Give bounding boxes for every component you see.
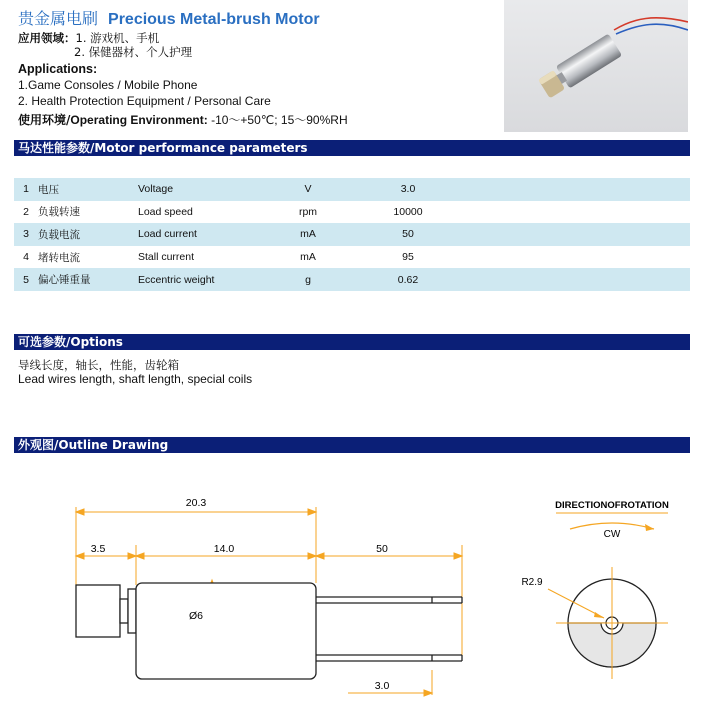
param-index: 3 [23,228,29,241]
options-en: Lead wires length, shaft length, special coils [18,372,253,386]
applications-en-item2: 2. Health Protection Equipment / Personal Care [18,94,271,108]
page-title [18,6,320,29]
param-value: 50 [402,228,414,241]
param-name-cn: 电压 [38,183,59,196]
label-lead-end: 3.0 [374,680,390,692]
label-radius: R2.9 [521,577,543,588]
table-row [14,268,690,291]
rotation-title: DIRECTIONOFROTATION [555,500,669,511]
param-unit: rpm [298,205,318,218]
eccentric-weight-outline [76,585,120,637]
param-name-en: Stall current [138,251,195,264]
param-index: 2 [23,205,29,218]
motor-can-outline [136,583,316,679]
table-row [14,201,690,224]
motor-photo-icon [504,0,688,132]
applications-cn-item2: 2. 保健器材、个人护理 [74,45,193,59]
param-filler [468,201,690,224]
label-wire: 50 [376,543,388,555]
param-index: 1 [23,183,29,196]
param-filler [468,223,690,246]
table-row [14,178,690,201]
shaft-outline [120,599,128,623]
applications-cn-item1: 1. 游戏机、手机 [75,31,160,45]
label-weight: 3.5 [90,543,106,555]
parameters-table [14,178,690,291]
motor-outline [76,583,462,679]
param-index: 5 [23,273,29,286]
bearing-outline [128,589,136,633]
table-row [14,223,690,246]
applications-cn-label: 应用领域：1. 游戏机、手机 [18,31,160,45]
operating-environment: 使用环境/Operating Environment: -10～+50℃; 15～90%RH [18,113,348,127]
section-bar-outline: 外观图/Outline Drawing [14,437,690,453]
param-filler [468,178,690,201]
param-unit: g [305,273,311,286]
param-unit: mA [300,228,316,241]
operating-environment-value: -10～+50℃; 15～90%RH [207,113,348,127]
rotation-arrow-icon [645,524,654,531]
param-unit: mA [300,251,316,264]
param-name-cn: 偏心锤重量 [38,274,91,287]
param-value: 10000 [393,205,423,218]
title-en: Precious Metal-brush Motor [108,11,320,28]
table-row [14,246,690,269]
param-name-en: Load speed [138,205,193,218]
param-name-cn: 负载电流 [38,228,80,241]
label-body: 14.0 [213,543,235,555]
title-cn: 贵金属电刷 [18,9,99,28]
param-value: 3.0 [400,183,416,196]
outline-drawing [0,455,720,709]
param-name-en: Load current [138,228,197,241]
end-view [548,567,668,679]
label-diameter: Ø6 [188,610,204,622]
section-bar-performance: 马达性能参数/Motor performance parameters [14,140,690,156]
param-value: 95 [402,251,414,264]
label-total: 20.3 [185,497,207,509]
param-value: 0.62 [397,273,419,286]
param-filler [468,246,690,269]
arrow [308,509,316,515]
applications-en-item1: 1.Game Consoles / Mobile Phone [18,78,198,92]
param-name-cn: 负载转速 [38,206,80,219]
param-name-en: Eccentric weight [138,273,215,286]
param-filler [468,268,690,291]
options-cn: 导线长度，轴长，性能，齿轮箱 [18,358,179,372]
param-unit: V [304,183,312,196]
rotation-dir: CW [603,529,621,540]
arrow [76,509,84,515]
applications-en-heading: Applications: [18,62,98,76]
param-name-en: Voltage [138,183,174,196]
section-bar-options: 可选参数/Options [14,334,690,350]
motor-photo [504,0,688,132]
param-name-cn: 堵转电流 [38,251,80,264]
param-index: 4 [23,251,29,264]
